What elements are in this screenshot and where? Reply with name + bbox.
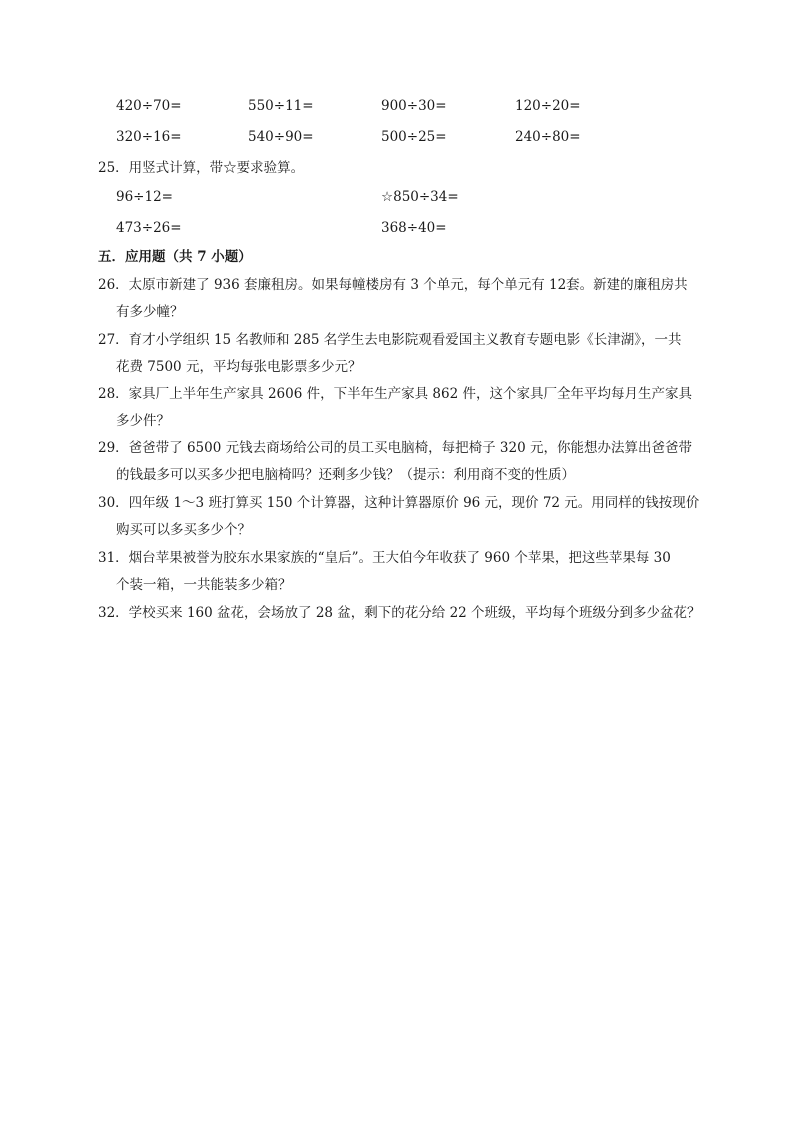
question-29-line-2: 的钱最多可以买多少把电脑椅吗？还剩多少钱？（提示：利用商不变的性质） bbox=[116, 467, 575, 483]
question-30-line-2: 购买可以多买多少个？ bbox=[116, 522, 251, 538]
question-28-line-1: 28．家具厂上半年生产家具 2606 件，下半年生产家具 862 件，这个家具厂全年平均每月生产家具 bbox=[98, 386, 692, 402]
question-28-line-2: 多少件？ bbox=[116, 413, 170, 429]
section-5-heading: 五．应用题（共 7 小题） bbox=[98, 249, 252, 265]
question-30-line-1: 30．四年级 1～3 班打算买 150 个计算器，这种计算器原价 96 元，现价 72 元。用同样的钱按现价 bbox=[98, 495, 700, 511]
question-31-line-1: 31．烟台苹果被誉为胶东水果家族的“皇后”。王大伯今年收获了 960 个苹果，把这些苹果每 30 bbox=[98, 550, 671, 566]
question-32-line-1: 32．学校买来 160 盆花，会场放了 28 盆，剩下的花分给 22 个班级，平均每个班级分到多少盆花？ bbox=[98, 605, 701, 621]
oral-calc-item: 320÷16= bbox=[116, 129, 182, 145]
question-31-line-2: 个装一箱，一共能装多少箱？ bbox=[116, 577, 292, 593]
question-27-line-1: 27．育才小学组织 15 名教师和 285 名学生去电影院观看爱国主义教育专题电影《长津湖》，一共 bbox=[98, 332, 682, 348]
oral-calc-item: 540÷90= bbox=[248, 129, 314, 145]
question-25-title: 25．用竖式计算，带☆要求验算。 bbox=[98, 160, 305, 176]
question-26-line-2: 有多少幢？ bbox=[116, 304, 184, 320]
question-26-line-1: 26．太原市新建了 936 套廉租房。如果每幢楼房有 3 个单元，每个单元有 12套。新建的廉租房共 bbox=[98, 277, 688, 293]
oral-calc-item: 900÷30= bbox=[381, 98, 447, 114]
oral-calc-item: 500÷25= bbox=[381, 129, 447, 145]
question-29-line-1: 29．爸爸带了 6500 元钱去商场给公司的员工买电脑椅，每把椅子 320 元，你能想办法算出爸爸带 bbox=[98, 440, 692, 456]
written-calc-item: 96÷12= bbox=[116, 189, 173, 205]
oral-calc-item: 120÷20= bbox=[515, 98, 581, 114]
oral-calc-item: 240÷80= bbox=[515, 129, 581, 145]
written-calc-item: ☆850÷34= bbox=[381, 189, 459, 205]
oral-calc-item: 420÷70= bbox=[116, 98, 182, 114]
question-27-line-2: 花费 7500 元，平均每张电影票多少元？ bbox=[116, 359, 362, 375]
oral-calc-item: 550÷11= bbox=[248, 98, 314, 114]
written-calc-item: 368÷40= bbox=[381, 220, 447, 236]
written-calc-item: 473÷26= bbox=[116, 220, 182, 236]
